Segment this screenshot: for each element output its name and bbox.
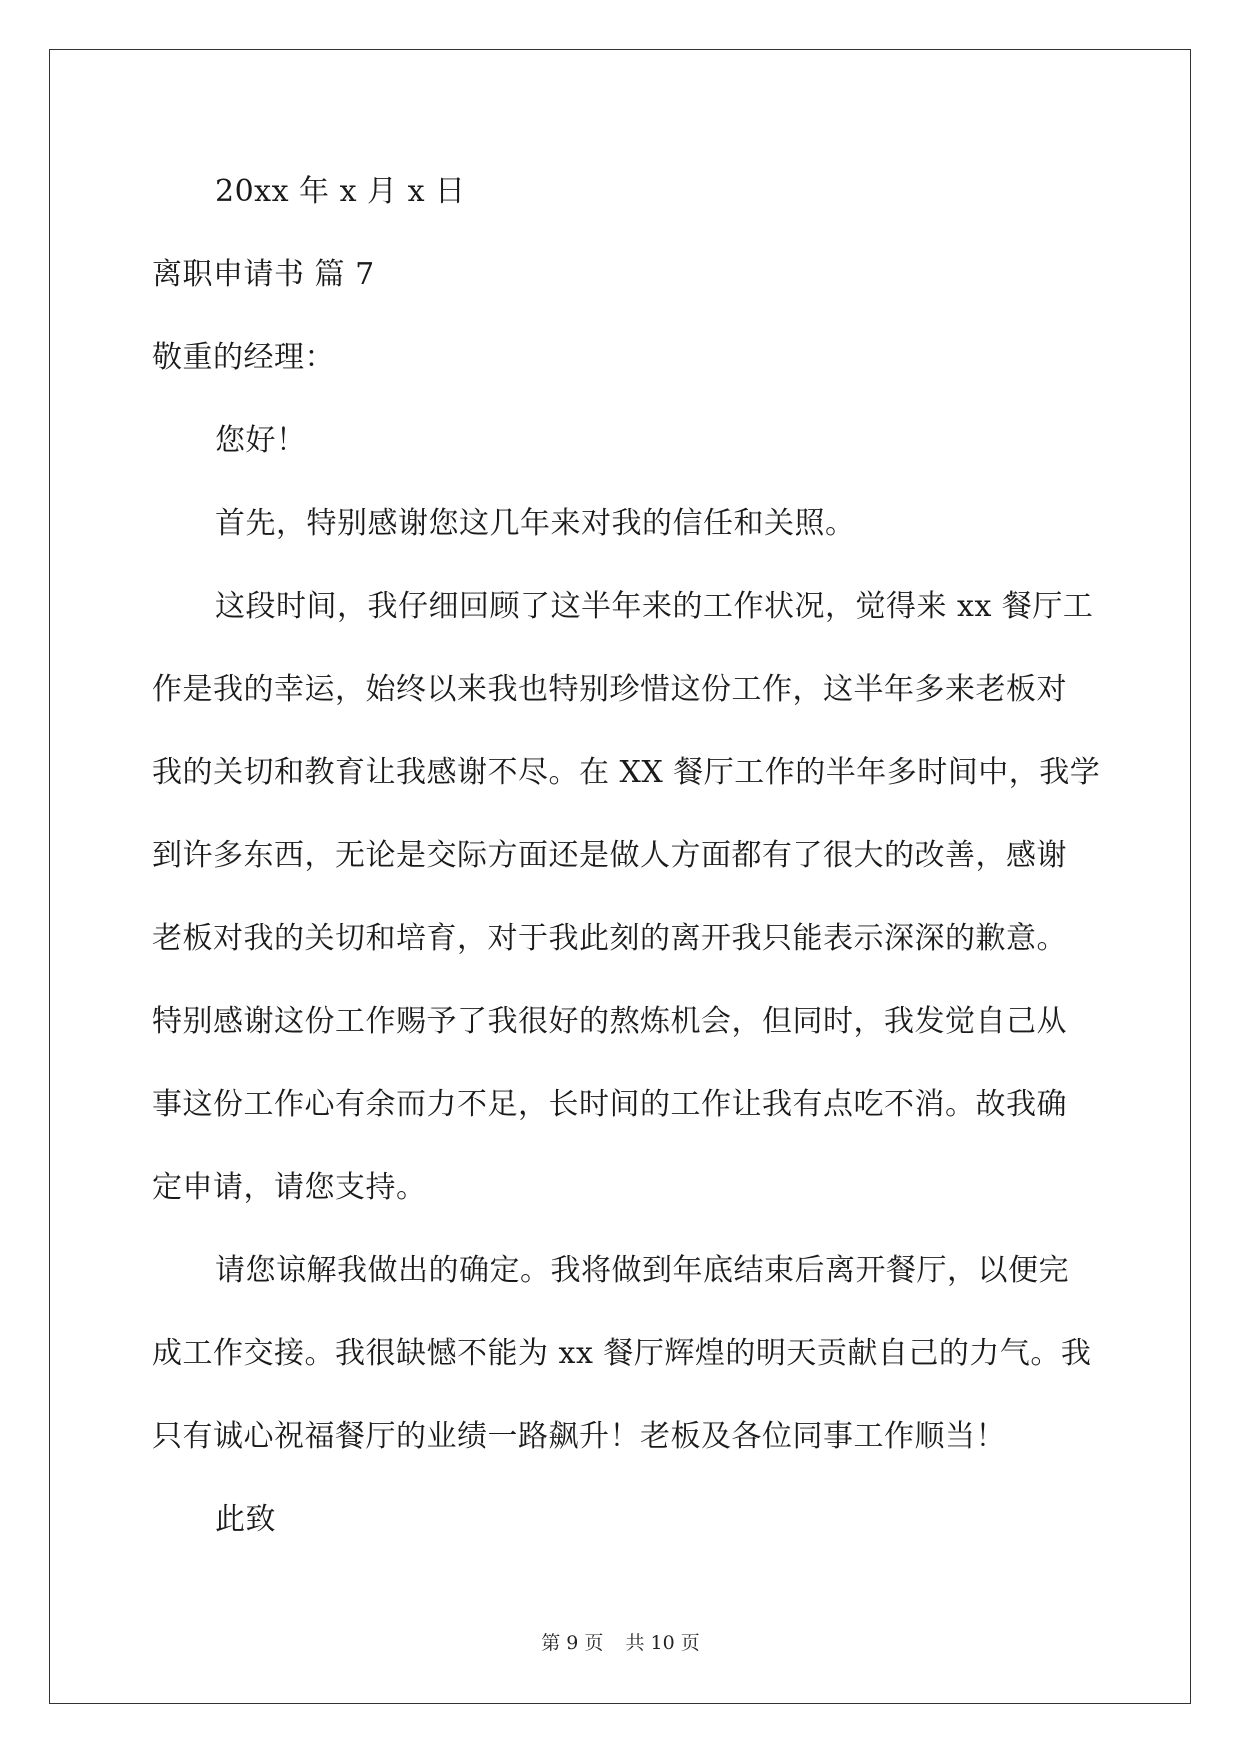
paragraph-line: 作是我的幸运，始终以来我也特别珍惜这份工作，这半年多来老板对 [152,672,1067,707]
page-footer [0,1628,1241,1655]
paragraph-line: 特别感谢这份工作赐予了我很好的熬炼机会，但同时，我发觉自己从 [152,1004,1067,1039]
paragraph-line: 只有诚心祝福餐厅的业绩一路飙升！老板及各位同事工作顺当！ [152,1419,1006,1454]
paragraph-line: 成工作交接。我很缺憾不能为 xx 餐厅辉煌的明天贡献自己的力气。我 [152,1336,1092,1371]
paragraph-line: 我的关切和教育让我感谢不尽。在 XX 餐厅工作的半年多时间中，我学 [152,755,1101,790]
paragraph-line: 首先，特别感谢您这几年来对我的信任和关照。 [215,506,856,541]
paragraph-line: 事这份工作心有余而力不足，长时间的工作让我有点吃不消。故我确 [152,1087,1067,1122]
page-number-total: 共 10 页 [625,1632,700,1654]
closing-line: 此致 [215,1502,276,1537]
paragraph-line: 到许多东西，无论是交际方面还是做人方面都有了很大的改善，感谢 [152,838,1067,873]
date-line: 20xx 年 x 月 x 日 [215,174,466,209]
paragraph-line: 老板对我的关切和培育，对于我此刻的离开我只能表示深深的歉意。 [152,921,1067,956]
paragraph-line: 定申请，请您支持。 [152,1170,427,1205]
section-title: 离职申请书 篇 7 [152,257,375,292]
greeting: 您好！ [215,423,307,458]
salutation: 敬重的经理： [152,340,335,375]
paragraph-line: 请您谅解我做出的确定。我将做到年底结束后离开餐厅，以便完 [215,1253,1069,1288]
paragraph-line: 这段时间，我仔细回顾了这半年来的工作状况，觉得来 xx 餐厅工 [215,589,1094,624]
page-number-current: 第 9 页 [541,1632,604,1654]
document-body [152,150,1101,1561]
